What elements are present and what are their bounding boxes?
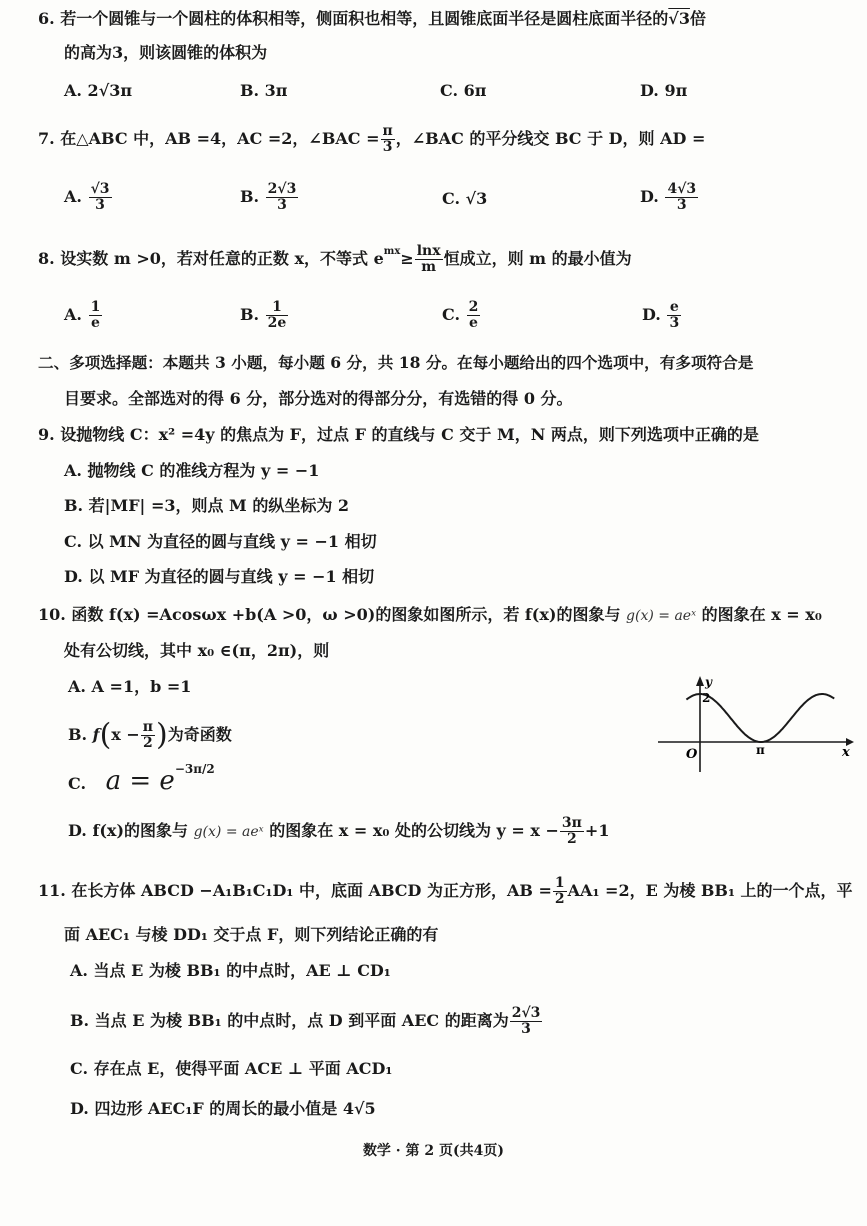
section2-heading-line2: 目要求。全部选对的得 6 分，部分选对的得部分分，有选错的得 0 分。 [64, 389, 573, 408]
q9-option-b: B. 若|MF| =3，则点 M 的纵坐标为 2 [64, 496, 350, 515]
q9-stem: 9. 设抛物线 C：x² =4y 的焦点为 F，过点 F 的直线与 C 交于 M，N 两点，则下列选项中正确的是 [38, 425, 759, 444]
q11-stem-line1: 11. 在长方体 ABCD −A₁B₁C₁D₁ 中，底面 ABCD 为正方形，AB = $\frac{1}{2}$ AA₁ =2，E 为棱 BB₁ 上的一个点，平 [38, 875, 853, 907]
q11-option-c: C. 存在点 E，使得平面 ACE ⊥ 平面 ACD₁ [70, 1059, 393, 1078]
q6-option-c: C. 6π [440, 81, 487, 100]
graph-y-arrow [696, 676, 704, 686]
q9-option-a: A. 抛物线 C 的准线方程为 y = −1 [64, 461, 320, 480]
page-footer: 数学 · 第 2 页(共4页) [362, 1143, 505, 1159]
q8-option-a: A. $\frac{1}{e}$ [64, 299, 101, 331]
q6-option-a: A. 2√3π [64, 81, 133, 100]
q7-option-d: D. $\frac{4√3}{3}$ [640, 181, 697, 213]
section2-heading-line1: 二、多项选择题：本题共 3 小题，每小题 6 分，共 18 分。在每小题给出的四个选项中，有多项符合是 [38, 353, 754, 372]
graph-x-label: x [842, 745, 850, 760]
q8-stem: 8. 设实数 m >0，若对任意的正数 x，不等式 $e^{mx}\ge$ $\frac{\ln x}{m}$ 恒成立，则 m 的最小值为 [38, 243, 632, 275]
q7-option-b: B. $\frac{2√3}{3}$ [240, 181, 297, 213]
q7-angle-fraction: $\frac{\pi}{3}$ [382, 123, 393, 155]
q6-option-d: D. 9π [640, 81, 688, 100]
q6-stem-line2: 的高为3，则该圆锥的体积为 [64, 43, 268, 62]
q8-option-d: D. $\frac{e}{3}$ [642, 299, 680, 331]
q11-option-d: D. 四边形 AEC₁F 的周长的最小值是 4√5 [70, 1099, 376, 1118]
q10-option-c: C. $a = e^{-3\pi/2}$ [68, 762, 215, 796]
graph-x-tick-pi: π [756, 743, 765, 757]
q11-option-b: B. 当点 E 为棱 BB₁ 的中点时，点 D 到平面 AEC 的距离为 $\frac{2√3}{3}$ [70, 1005, 541, 1037]
q10-stem-line1: 10. 函数 f(x) =Acosωx +b(A >0，ω >0)的图象如图所示，若 f(x)的图象与 g(x) = aeˣ 的图象在 x = x₀ [38, 605, 822, 624]
graph-y-tick-2: 2 [702, 691, 711, 705]
q10-option-a: A. A =1，b =1 [68, 677, 192, 696]
graph-y-label: y [705, 675, 712, 689]
q7-option-a: A. $\frac{√3}{3}$ [64, 181, 110, 213]
q8-inequality-fraction: $\frac{\ln x}{m}$ [416, 243, 441, 275]
q10-option-d: D. f(x)的图象与 g(x) = aeˣ 的图象在 x = x₀ 处的公切线为 y = x − $\frac{3\pi}{2}$ +1 [68, 815, 610, 847]
q8-option-c: C. $\frac{2}{e}$ [442, 299, 479, 331]
q8-option-b: B. $\frac{1}{2e}$ [240, 299, 287, 331]
q11-stem-line2: 面 AEC₁ 与棱 DD₁ 交于点 F，则下列结论正确的有 [64, 925, 439, 944]
q10-stem-line2: 处有公切线，其中 x₀ ∈(π，2π)，则 [64, 641, 330, 660]
q11-option-a: A. 当点 E 为棱 BB₁ 的中点时，AE ⊥ CD₁ [70, 961, 391, 980]
q7-option-c: C. √3 [442, 189, 488, 208]
q6-stem-line1: 6. 若一个圆锥与一个圆柱的体积相等，侧面积也相等，且圆锥底面半径是圆柱底面半径的√3倍 [38, 9, 706, 28]
q10-option-b: B. f(x − $\frac{\pi}{2}$ )为奇函数 [68, 717, 232, 753]
graph-origin-label: O [686, 747, 698, 762]
q9-option-c: C. 以 MN 为直径的圆与直线 y = −1 相切 [64, 532, 377, 551]
q6-option-b: B. 3π [240, 81, 288, 100]
q10-cosine-graph [656, 672, 856, 780]
q7-stem: 7. 在△ABC 中，AB =4，AC =2，∠BAC = $\frac{\pi}{3}$ ，∠BAC 的平分线交 BC 于 D，则 AD = [38, 123, 706, 155]
q9-option-d: D. 以 MF 为直径的圆与直线 y = −1 相切 [64, 567, 375, 586]
